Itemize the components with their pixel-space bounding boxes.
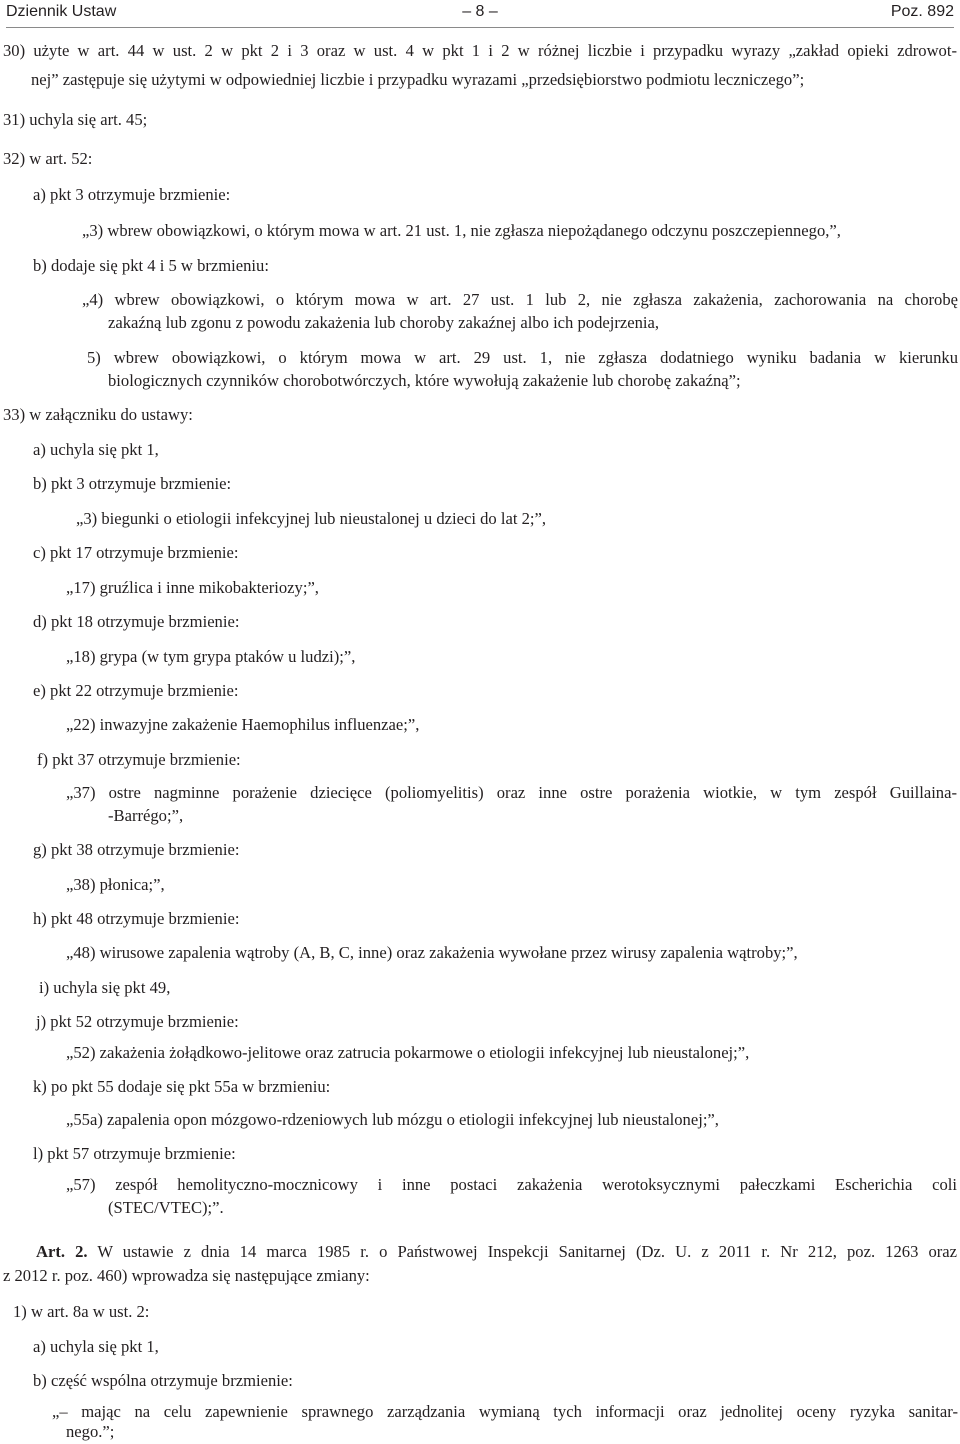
quote-annex-38: „38) płonica;”, [66,875,165,894]
quote-8a-line-2: nego.”; [66,1422,115,1441]
art-2-line-1 [36,1240,957,1263]
quote-annex-37-line-1: „37) ostre nagminne porażenie dziecięce (poliomyelitis) oraz inne ostre porażenia wiotkie, w tym zespół Guillaina- [66,783,957,802]
art-2-item-1: 1) w art. 8a w ust. 2: [13,1302,150,1321]
item-33i: i) uchyla się pkt 49, [39,978,171,997]
quote-annex-57-line-1: „57) zespół hemolityczno-mocznicowy i inne postaci zakażenia werotoksycznymi pałeczkami Escherichia coli [66,1175,957,1194]
quote-annex-55a: „55a) zapalenia opon mózgowo-rdzeniowych lub mózgu o etiologii infekcyjnej lub nieustalonej;”, [66,1110,719,1129]
item-33h: h) pkt 48 otrzymuje brzmienie: [33,909,240,928]
quote-annex-17: „17) gruźlica i inne mikobakteriozy;”, [66,578,319,597]
item-32a: a) pkt 3 otrzymuje brzmienie: [33,185,231,204]
quote-8a-line-1: „– mając na celu zapewnienie sprawnego zarządzania wymianą tych informacji oraz jednolitej oceny ryzyka sanitar- [52,1402,958,1421]
quote-annex-52: „52) zakażenia żołądkowo-jelitowe oraz zatrucia pokarmowe o etiologii infekcyjnej lub nieustalonej;”, [66,1043,750,1062]
journal-title: Dziennik Ustaw [6,3,117,20]
header-rule [6,27,954,28]
item-33: 33) w załączniku do ustawy: [3,405,193,424]
item-32b: b) dodaje się pkt 4 i 5 w brzmieniu: [33,256,269,275]
page-number: – 8 – [462,3,498,20]
item-32: 32) w art. 52: [3,149,93,168]
item-30-line-2: nej” zastępuje się użytymi w odpowiedniej liczbie i przypadku wyrazami „przedsiębiorstwo podmiotu leczniczego”; [31,70,805,89]
quote-annex-22: „22) inwazyjne zakażenie Haemophilus influenzae;”, [66,715,420,734]
item-33f: f) pkt 37 otrzymuje brzmienie: [37,750,241,769]
item-33a: a) uchyla się pkt 1, [33,440,159,459]
quote-annex-57-line-2: (STEC/VTEC);”. [108,1198,224,1217]
item-31: 31) uchyla się art. 45; [3,110,148,129]
quote-52-4-line-2: zakaźną lub zgonu z powodu zakażenia lub choroby zakaźnej albo ich podejrzenia, [108,313,660,332]
page-header [6,0,954,24]
quote-52-3: „3) wbrew obowiązkowi, o którym mowa w art. 21 ust. 1, nie zgłasza niepożądanego odczynu poszczepiennego,”, [82,221,841,240]
item-33c: c) pkt 17 otrzymuje brzmienie: [33,543,239,562]
position-number: Poz. 892 [890,3,954,20]
item-33k: k) po pkt 55 dodaje się pkt 55a w brzmieniu: [33,1077,331,1096]
quote-annex-3: „3) biegunki o etiologii infekcyjnej lub nieustalonej u dzieci do lat 2;”, [76,509,547,528]
item-33g: g) pkt 38 otrzymuje brzmienie: [33,840,240,859]
quote-52-5-line-1: 5) wbrew obowiązkowi, o którym mowa w art. 29 ust. 1, nie zgłasza dodatniego wyniku badania w kierunku [87,348,958,367]
item-33j: j) pkt 52 otrzymuje brzmienie: [36,1012,239,1031]
art-2-item-1b: b) część wspólna otrzymuje brzmienie: [33,1371,293,1390]
item-30-line-1: 30) użyte w art. 44 w ust. 2 w pkt 2 i 3 oraz w ust. 4 w pkt 1 i 2 w różnej liczbie i przypadku wyrazy „zakład opieki zdrowot- [3,41,957,60]
quote-annex-18: „18) grypa (w tym grypa ptaków u ludzi);”, [66,647,356,666]
item-33l: l) pkt 57 otrzymuje brzmienie: [33,1144,236,1163]
art-2-line-2: z 2012 r. poz. 460) wprowadza się następujące zmiany: [3,1266,370,1285]
quote-52-5-line-2: biologicznych czynników chorobotwórczych, które wywołują zakażenie lub chorobę zakaźną”; [108,371,741,390]
item-33e: e) pkt 22 otrzymuje brzmienie: [33,681,239,700]
art-2-item-1a: a) uchyla się pkt 1, [33,1337,159,1356]
item-33d: d) pkt 18 otrzymuje brzmienie: [33,612,240,631]
quote-annex-37-line-2: -Barrégo;”, [108,806,184,825]
art-2-text: W ustawie z dnia 14 marca 1985 r. o Państwowej Inspekcji Sanitarnej (Dz. U. z 2011 r. Nr 212, poz. 1263 oraz [97,1242,957,1261]
item-33b: b) pkt 3 otrzymuje brzmienie: [33,474,232,493]
article-label: Art. 2. [36,1242,88,1261]
quote-52-4-line-1: „4) wbrew obowiązkowi, o którym mowa w art. 27 ust. 1 lub 2, nie zgłasza zakażenia, zachorowania na chorobę [82,290,958,309]
quote-annex-48: „48) wirusowe zapalenia wątroby (A, B, C, inne) oraz zakażenia wywołane przez wirusy zapalenia wątroby;”, [66,943,798,962]
